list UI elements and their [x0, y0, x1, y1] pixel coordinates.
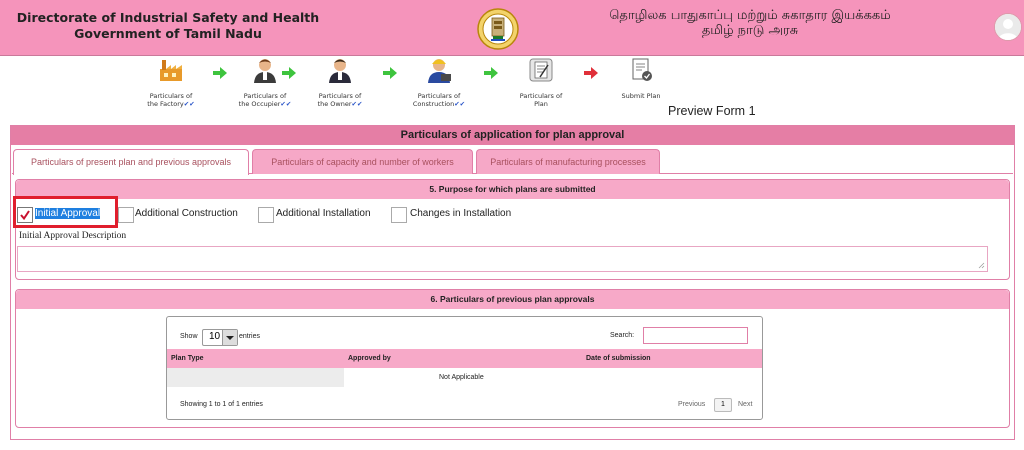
department-title [0, 10, 336, 42]
department-title-tamil [560, 8, 940, 38]
initial-approval-text: Initial Approval [35, 208, 101, 219]
additional-installation-checkbox[interactable] [258, 207, 274, 223]
table-search-input[interactable] [643, 327, 748, 344]
arrow-right-icon [213, 67, 227, 79]
page-1-button[interactable]: 1 [714, 398, 732, 412]
progress-steps [0, 55, 1024, 115]
tab-manufacturing-processes[interactable]: Particulars of manufacturing processes [476, 149, 660, 174]
changes-in-installation-label[interactable]: Changes in Installation [410, 208, 512, 219]
arrow-right-icon [282, 67, 296, 79]
description-label: Initial Approval Description [19, 231, 127, 241]
step-label-line1: Particulars of [243, 92, 287, 100]
step-label-line2: the Factory [147, 100, 184, 108]
arrow-right-icon [584, 67, 598, 79]
factory-icon [158, 57, 184, 83]
initial-approval-description-textarea[interactable] [17, 246, 988, 272]
plan-icon [528, 57, 554, 83]
entries-select-value: 10 [209, 331, 221, 342]
header-bar [0, 0, 1024, 56]
step-owner[interactable] [305, 57, 375, 108]
column-date-of-submission[interactable]: Date of submission [586, 355, 651, 362]
step-label-line1: Submit Plan [621, 92, 661, 100]
additional-construction-label[interactable]: Additional Construction [135, 208, 238, 219]
column-plan-type[interactable]: Plan Type [171, 355, 204, 362]
previous-page-button[interactable]: Previous [678, 401, 706, 408]
owner-person-icon [327, 57, 353, 83]
step-plan[interactable] [506, 57, 576, 108]
construction-icon [426, 57, 452, 83]
entries-select[interactable] [202, 329, 238, 346]
table-row [167, 368, 762, 387]
purpose-panel-title: 5. Purpose for which plans are submitted [16, 180, 1009, 199]
additional-construction-checkbox[interactable] [118, 207, 134, 223]
step-label-line2: the Occupier [238, 100, 281, 108]
step-construction[interactable] [404, 57, 474, 108]
previous-approvals-title: 6. Particulars of previous plan approvals [16, 290, 1009, 309]
preview-form-label: Preview Form 1 [668, 104, 756, 118]
chevron-down-icon [222, 330, 237, 345]
form-tabs [12, 147, 1013, 174]
highlight-box [13, 196, 118, 228]
empty-table-message: Not Applicable [439, 374, 484, 381]
resize-handle-icon[interactable] [978, 262, 985, 269]
tamil-title-line2: தமிழ் நாடு அரசு [701, 23, 799, 38]
column-approved-by[interactable]: Approved by [348, 355, 391, 362]
department-title-line2: Government of Tamil Nadu [74, 26, 262, 41]
form-title: Particulars of application for plan approval [11, 126, 1014, 145]
step-label-line1: Particulars of [417, 92, 461, 100]
step-label-line1: Particulars of [318, 92, 362, 100]
tab-present-plan[interactable]: Particulars of present plan and previous approvals [13, 149, 249, 175]
additional-installation-label[interactable]: Additional Installation [276, 208, 371, 219]
step-label-line1: Particulars of [519, 92, 563, 100]
step-submit-plan[interactable] [606, 57, 676, 100]
tab-capacity-workers[interactable]: Particulars of capacity and number of workers [252, 149, 473, 174]
table-cell [167, 368, 344, 387]
user-icon [995, 14, 1021, 40]
step-complete-check: ✔✔ [454, 100, 466, 108]
table-header [167, 349, 762, 368]
submit-plan-icon [628, 57, 654, 83]
tamil-title-line1: தொழிலக பாதுகாப்பு மற்றும் சுகாதார இயக்ககம் [609, 8, 891, 23]
step-label-line2: Construction [412, 100, 455, 108]
step-label-line1: Particulars of [149, 92, 193, 100]
step-complete-check: ✔✔ [351, 100, 363, 108]
step-label-line2: Plan [534, 100, 548, 108]
tamil-nadu-emblem-icon [477, 8, 519, 50]
step-label-line2: the Owner [317, 100, 352, 108]
occupier-person-icon [252, 57, 278, 83]
department-title-line1: Directorate of Industrial Safety and Health [16, 10, 320, 25]
step-complete-check: ✔✔ [183, 100, 195, 108]
show-label: Show [180, 333, 198, 340]
entries-label: entries [239, 333, 261, 340]
table-info: Showing 1 to 1 of 1 entries [180, 401, 263, 408]
user-avatar[interactable] [994, 13, 1022, 41]
next-page-button[interactable]: Next [738, 401, 753, 408]
step-occupier[interactable] [230, 57, 300, 108]
changes-in-installation-checkbox[interactable] [391, 207, 407, 223]
step-factory[interactable] [136, 57, 206, 108]
arrow-right-icon [484, 67, 498, 79]
previous-approvals-table [166, 316, 763, 420]
search-label: Search: [610, 332, 635, 339]
step-complete-check: ✔✔ [280, 100, 292, 108]
arrow-right-icon [383, 67, 397, 79]
